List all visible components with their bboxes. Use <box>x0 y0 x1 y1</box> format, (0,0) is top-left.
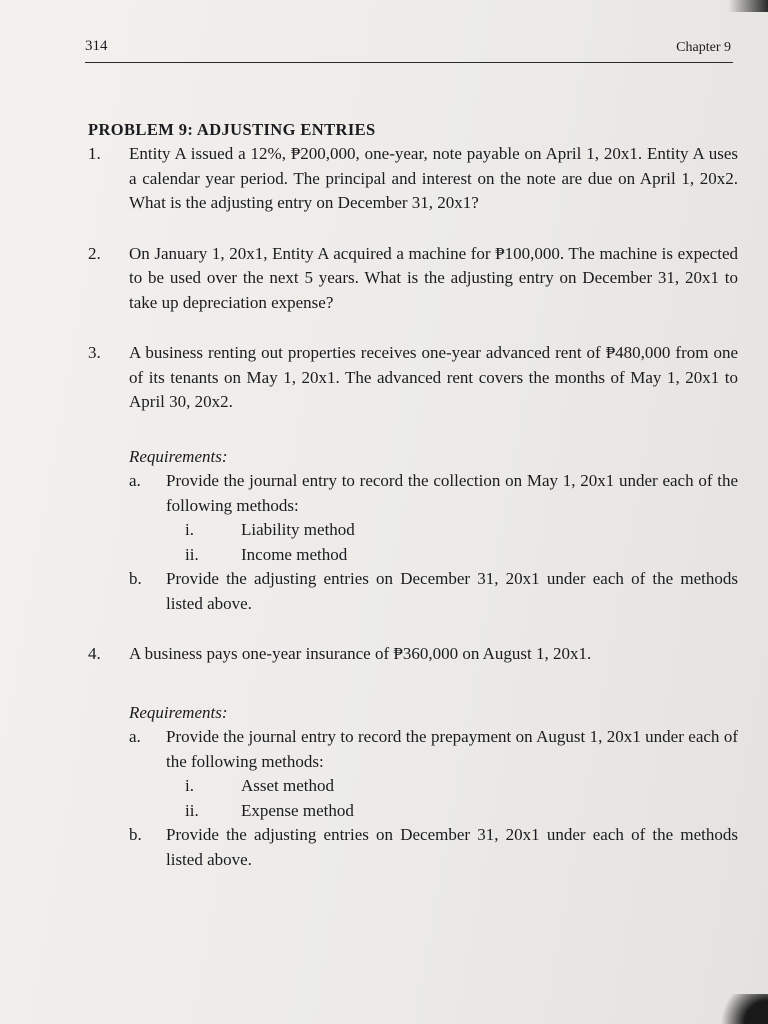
item-text: A business pays one-year insurance of ₱360,000 on August 1, 20x1. <box>129 644 592 663</box>
method-item <box>129 774 738 799</box>
method-text: Income method <box>241 544 348 564</box>
item-number: 2. <box>88 243 101 263</box>
requirements-4 <box>129 701 738 873</box>
problem-title: PROBLEM 9: ADJUSTING ENTRIES <box>88 120 376 139</box>
method-item <box>129 543 738 568</box>
item-number: 3. <box>88 343 101 362</box>
method-text: Liability method <box>241 520 355 539</box>
item-number: 1. <box>88 144 101 163</box>
problem-item-3 <box>88 341 738 415</box>
requirement-b <box>129 567 738 616</box>
page-edge-shadow <box>728 0 768 12</box>
requirement-a <box>129 725 738 774</box>
problem-item-2 <box>88 242 738 316</box>
requirements-title: Requirements: <box>129 702 228 722</box>
item-text: Entity A issued a 12%, ₱200,000, one-year, note payable on April 1, 20x1. Entity A uses a calendar year period. The principal and interest on the note are due on April 1, 20x2. What is the adjusting entry on December 31, 20x1? <box>129 144 738 212</box>
method-numeral: ii. <box>185 544 199 564</box>
method-text: Expense method <box>241 800 354 820</box>
problem-item-1 <box>88 142 738 216</box>
page-corner-shadow <box>708 994 768 1024</box>
requirement-text: Provide the adjusting entries on December 31, 20x1 under each of the methods listed above. <box>166 569 738 613</box>
requirement-text: Provide the journal entry to record the prepayment on August 1, 20x1 under each of the following methods: <box>166 727 738 771</box>
method-item <box>129 799 738 824</box>
method-text: Asset method <box>241 776 335 795</box>
requirement-letter: b. <box>129 825 142 844</box>
requirements-title: Requirements: <box>129 446 228 466</box>
item-text: A business renting out properties receives one-year advanced rent of ₱480,000 from one of its tenants on May 1, 20x1. The advanced rent covers the months of May 1, 20x1 to April 30, 20x2. <box>129 343 738 411</box>
problem-item-4 <box>88 642 738 667</box>
requirements-3 <box>129 445 738 617</box>
requirement-text: Provide the adjusting entries on December 31, 20x1 under each of the methods listed above. <box>166 825 738 869</box>
requirement-a <box>129 469 738 518</box>
method-numeral: ii. <box>185 800 199 820</box>
requirement-b <box>129 823 738 872</box>
method-numeral: i. <box>185 520 194 539</box>
page-header <box>85 36 733 63</box>
page-number: 314 <box>85 38 108 54</box>
method-numeral: i. <box>185 776 194 795</box>
item-number: 4. <box>88 644 101 663</box>
requirement-text: Provide the journal entry to record the collection on May 1, 20x1 under each of the following methods: <box>166 471 738 515</box>
problem-content <box>88 120 738 872</box>
chapter-label: Chapter 9 <box>676 40 731 55</box>
requirement-letter: a. <box>129 727 141 746</box>
requirement-letter: a. <box>129 471 141 490</box>
method-item <box>129 518 738 543</box>
item-text: On January 1, 20x1, Entity A acquired a machine for ₱100,000. The machine is expected to be used over the next 5 years. What is the adjusting entry on December 31, 20x1 to take up depreciation expense? <box>129 243 738 312</box>
requirement-letter: b. <box>129 569 142 588</box>
